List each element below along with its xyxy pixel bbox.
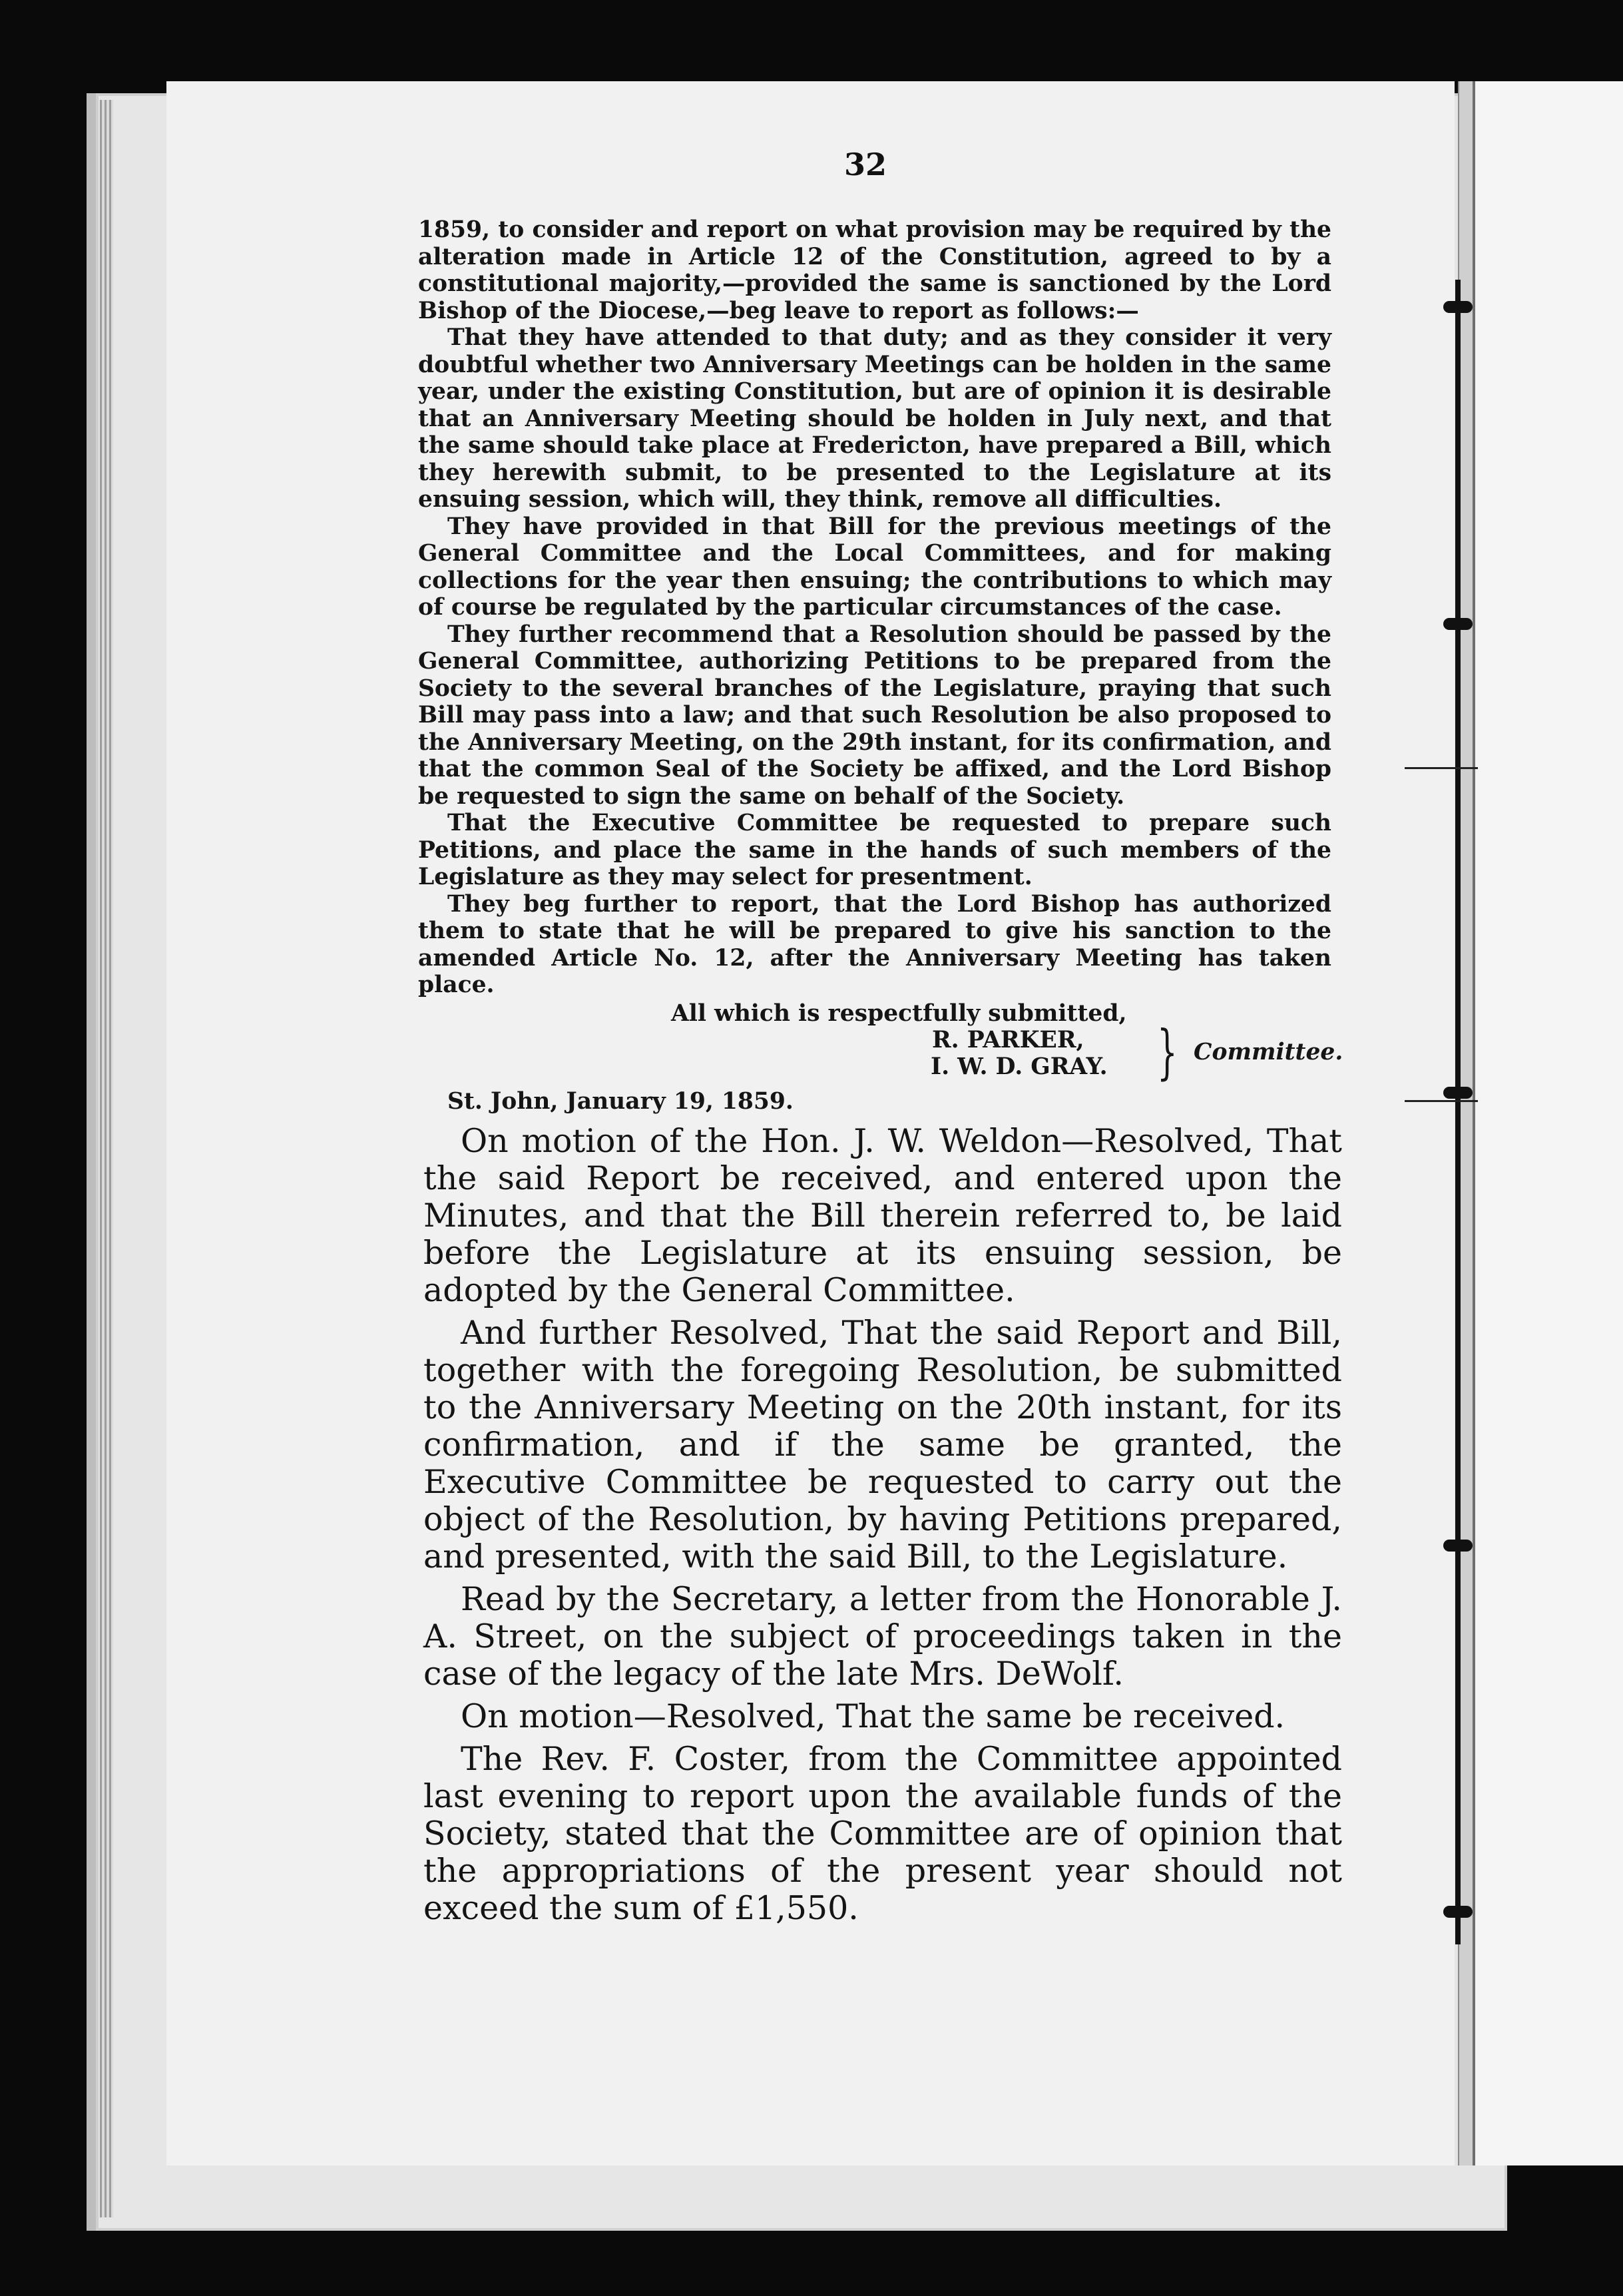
- binding-stitch: [1443, 1906, 1473, 1918]
- committee-label: Committee.: [1194, 1039, 1343, 1065]
- report-paragraph: That they have attended to that duty; and as they consider it very doubtful whether two Anniversary Meetings can be holden in the same year, under the existing Constitution, but are of opinion it is desirable that an Anniversary Meeting should be holden in July next, and that the same should take place at Fredericton, have prepared a Bill, which they herewith submit, to be presented to the Legislature at its ensuing session, which will, they think, remove all difficulties.: [418, 324, 1331, 513]
- facing-page-edge: [1473, 81, 1623, 2165]
- margin-mark: [1405, 767, 1478, 769]
- report-paragraph: They further recommend that a Resolution should be passed by the General Committee, authorizing Petitions to be prepared from the Society to the several branches of the Legislature, praying that such Bill may pass into a law; and that such Resolution be also proposed to the Anniversary Meeting, on the 29th instant, for its confirmation, and that the common Seal of the Society be affixed, and the Lord Bishop be requested to sign the same on behalf of the Society.: [418, 621, 1331, 810]
- signer-name: I. W. D. GRAY.: [931, 1053, 1108, 1080]
- minutes-paragraph: On motion of the Hon. J. W. Weldon—Resolved, That the said Report be received, and entered upon the Minutes, and that the Bill therein referred to, be laid before the Legislature at its ensuing session, be adopted by the General Committee.: [423, 1122, 1342, 1309]
- page-edges: [100, 100, 113, 2217]
- committee-report: [418, 216, 1331, 999]
- signer-brace: }: [1157, 1017, 1178, 1086]
- report-paragraph: They have provided in that Bill for the previous meetings of the General Committee and the Local Committees, and for making collections for the year then ensuing; the contributions to which may of course be regulated by the particular circumstances of the case.: [418, 513, 1331, 621]
- report-paragraph: They beg further to report, that the Lord Bishop has authorized them to state that he will be prepared to give his sanction to the amended Article No. 12, after the Anniversary Meeting has taken place.: [418, 890, 1331, 998]
- page-number: 32: [843, 146, 887, 182]
- submitted-line: All which is respectfully submitted,: [671, 1000, 1127, 1027]
- binding-stitch: [1443, 301, 1473, 313]
- minutes-paragraph: Read by the Secretary, a letter from the Honorable J. A. Street, on the subject of proceedings taken in the case of the legacy of the late Mrs. DeWolf.: [423, 1580, 1342, 1693]
- binding-stitch: [1443, 1540, 1473, 1552]
- report-paragraph: That the Executive Committee be requested to prepare such Petitions, and place the same in the hands of such members of the Legislature as they may select for presentment.: [418, 810, 1331, 890]
- signer-name: R. PARKER,: [932, 1027, 1084, 1053]
- binding-stitch: [1443, 1087, 1473, 1099]
- binding-stitch: [1443, 618, 1473, 630]
- binding-thread: [1455, 280, 1461, 1944]
- report-paragraph: 1859, to consider and report on what provision may be required by the alteration made in Article 12 of the Constitution, agreed to by a constitutional majority,—provided the same is sanctioned by the Lord Bishop of the Diocese,—beg leave to report as follows:—: [418, 216, 1331, 324]
- minutes-text: [423, 1123, 1342, 1927]
- minutes-paragraph: And further Resolved, That the said Report and Bill, together with the foregoing Resolution, be submitted to the Anniversary Meeting on the 20th instant, for its confirmation, and if the same be granted, the Executive Committee be requested to carry out the object of the Resolution, by having Petitions prepared, and presented, with the said Bill, to the Legislature.: [423, 1314, 1342, 1576]
- margin-mark: [1405, 1100, 1478, 1102]
- minutes-paragraph: The Rev. F. Coster, from the Committee appointed last evening to report upon the available funds of the Society, stated that the Committee are of opinion that the appropriations of the present year should not exceed the sum of £1,550.: [423, 1740, 1342, 1927]
- report-signoff: [418, 1000, 1343, 1100]
- minutes-paragraph: On motion—Resolved, That the same be received.: [461, 1697, 1285, 1735]
- report-dateline: St. John, January 19, 1859.: [447, 1088, 794, 1115]
